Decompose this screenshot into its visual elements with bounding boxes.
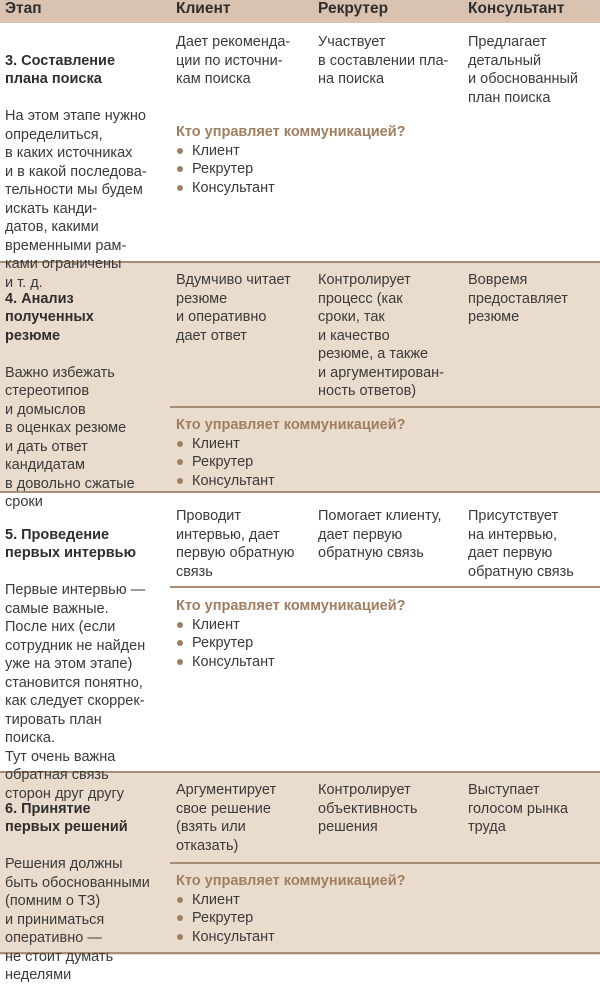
communication-block (176, 123, 406, 197)
cell-divider (170, 586, 600, 588)
recruiter-cell: Контролирует объективность решения (318, 782, 418, 835)
recruiter-cell: Помогает клиенту, дает первую обратную связь (318, 508, 442, 561)
recruiter-cell: Участвует в составлении пла- на поиска (318, 34, 449, 87)
stage-description: На этом этапе нужно определиться, в каких источниках и в какой последова- тельности мы будем искать канди- датов, какими временными рам- ками ограничены и т. д. (5, 108, 147, 291)
communication-block (176, 416, 406, 490)
header-stage: Этап (5, 0, 42, 17)
client-cell: Аргументирует свое решение (взять или отказать) (176, 782, 277, 854)
stage-title: 6. Принятие первых решений (5, 800, 128, 835)
header-recruiter: Рекрутер (318, 0, 389, 17)
stage-title: 5. Проведение первых интервью (5, 526, 136, 561)
cell-divider (170, 406, 600, 408)
header-consultant: Консультант (468, 0, 565, 17)
role-item: Клиент (176, 142, 406, 161)
stage-cell (5, 781, 167, 1003)
role-item: Консультант (176, 472, 406, 491)
stage-title: 4. Анализ полученных резюме (5, 290, 94, 344)
consultant-cell: Присутствует на интервью, дает первую обратную связь (468, 508, 574, 580)
stage-description: Первые интервью — самые важные. После них (если сотрудник не найден уже на этом этапе) становится понятно, как следует скоррек- тировать план поиска. Тут очень важна обратная связь сторон друг другу (5, 582, 146, 802)
communication-block (176, 872, 406, 946)
role-item: Консультант (176, 179, 406, 198)
stage-cell (5, 33, 167, 311)
consultant-cell: Вовремя предоставляет резюме (468, 272, 568, 325)
client-cell: Проводит интервью, дает первую обратную связь (176, 508, 295, 580)
role-item: Клиент (176, 891, 406, 910)
role-item: Рекрутер (176, 634, 406, 653)
communication-question: Кто управляет коммуникацией? (176, 873, 406, 889)
role-item: Клиент (176, 616, 406, 635)
role-item: Консультант (176, 653, 406, 672)
consultant-cell: Предлагает детальный и обоснованный план поиска (468, 34, 579, 106)
stage-cell (5, 271, 167, 530)
cell-divider (170, 862, 600, 864)
communication-block (176, 597, 406, 671)
stage-description: Решения должны быть обоснованными (помним о ТЗ) и приниматься оперативно — не стоит думать неделями (5, 856, 150, 983)
role-item: Рекрутер (176, 453, 406, 472)
stage-cell (5, 507, 167, 822)
client-cell: Дает рекоменда- ции по источни- кам поиска (176, 34, 291, 87)
client-cell: Вдумчиво читает резюме и оперативно дает ответ (176, 272, 291, 344)
consultant-cell: Выступает голосом рынка труда (468, 782, 569, 835)
header-client: Клиент (176, 0, 231, 17)
role-item: Клиент (176, 435, 406, 454)
stage-title: 3. Составление плана поиска (5, 52, 116, 87)
recruiter-cell: Контролирует процесс (как сроки, так и качество резюме, а также и аргументирован- ность ответов) (318, 272, 444, 399)
communication-question: Кто управляет коммуникацией? (176, 124, 406, 140)
role-item: Рекрутер (176, 909, 406, 928)
communication-question: Кто управляет коммуникацией? (176, 417, 406, 433)
table-header (0, 0, 600, 23)
role-item: Консультант (176, 928, 406, 947)
stage-description: Важно избежать стереотипов и домыслов в оценках резюме и дать ответ кандидатам в довольно сжатые сроки (5, 364, 135, 510)
communication-question: Кто управляет коммуникацией? (176, 598, 406, 614)
role-item: Рекрутер (176, 160, 406, 179)
